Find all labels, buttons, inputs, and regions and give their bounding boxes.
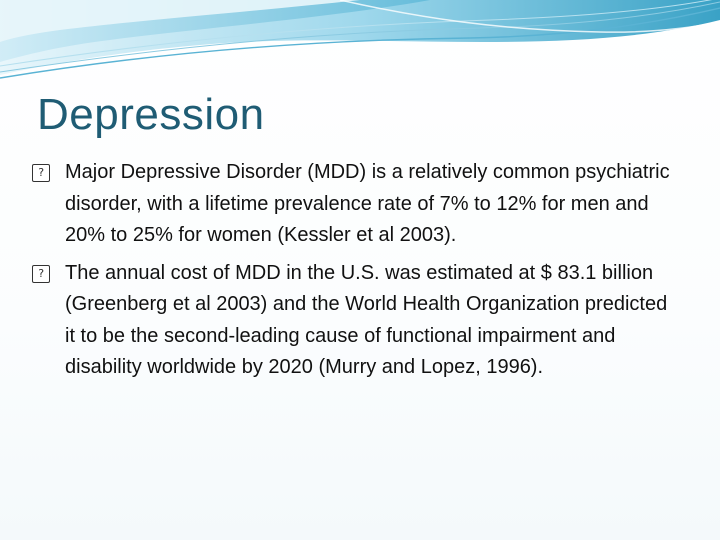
bullet-text: The annual cost of MDD in the U.S. was estimated at $ 83.1 billion (Greenberg et al 2003) and the World Health Organization predicted it to be the second-leading cause of functional impairment and disability worldwide by 2020 (Murry and Lopez, 1996). [65,261,668,378]
bullet-item-mdd-cost [32,258,682,384]
bullet-item-mdd-prevalence [32,157,682,252]
slide-title: Depression [37,90,265,139]
bullet-text: Major Depressive Disorder (MDD) is a relatively common psychiatric disorder, with a lifetime prevalence rate of 7% to 12% for men and 20% to 25% for women (Kessler et al 2003). [65,161,670,246]
bullet-glyph-icon: ? [32,164,50,182]
bullet-list [32,157,682,390]
decorative-wave-banner [0,0,720,90]
bullet-glyph-icon: ? [32,265,50,283]
